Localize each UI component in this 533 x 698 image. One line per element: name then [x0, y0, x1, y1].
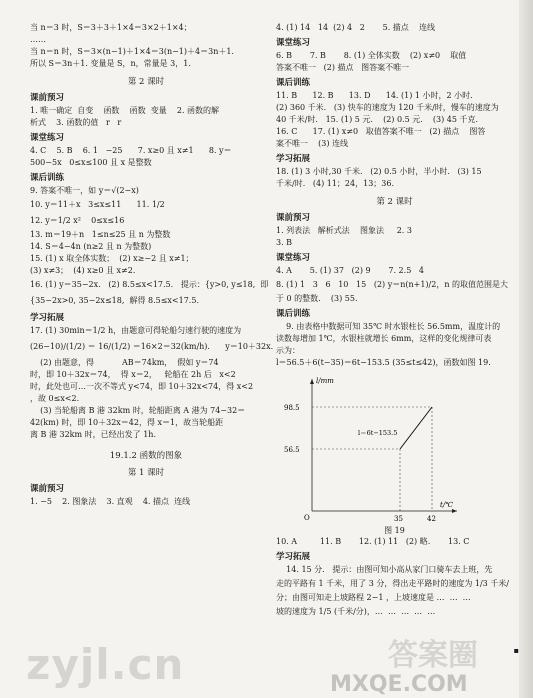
- text-line: 答案不唯一 (2) 描点 图答案不唯一: [276, 63, 410, 72]
- x-axis-label: t/℃: [440, 501, 454, 509]
- y-axis-arrow: [310, 379, 314, 384]
- right-column: [276, 22, 513, 620]
- text-line: 读数每增加 1℃，水银柱就增长 6mm，这样的变化规律可表: [276, 334, 492, 343]
- text-line: 6. B 7. B 8. (1) 全体实数 (2) x≠0 取值: [276, 51, 467, 60]
- section-heading: 课前预习: [276, 213, 311, 223]
- text-line: 4. (1) 14 14 (2) 4 2 5. 描点 连线: [276, 23, 435, 32]
- section-heading: 课前预习: [30, 93, 65, 103]
- lesson-title: 第 2 课时: [376, 197, 413, 207]
- section-heading: 课后训练: [276, 309, 311, 319]
- section-heading: 课后训练: [276, 78, 311, 88]
- watermark-answer-circle: 答案圈: [388, 638, 478, 673]
- text-line: 12. y＝1/2 x² 0≤x≤16: [30, 216, 125, 225]
- text-line: 当 n＝n 时，S＝3×(n−1)＋1×4＝3(n−1)＋4＝3n＋1.: [30, 47, 234, 56]
- text-line: 8. (1) 1 3 6 10 15 (2) y＝n(n+1)/2，n 的取值范围是大: [276, 280, 509, 289]
- text-line: 3. B: [276, 238, 293, 247]
- text-line: (2) 360 千米. (3) 快车的速度为 120 千米/时，慢车的速度为: [276, 103, 499, 112]
- text-line: 16. (1) y＝35−2x. (2) 8.5≤x<17.5. 提示：{y>0, y≤18, 即: [30, 280, 269, 289]
- text-line: 9. 由表格中数据可知 35℃ 时水银柱长 56.5mm，温度计的: [276, 322, 501, 331]
- text-line: 14. S＝4−4n (n≥2 且 n 为整数): [30, 242, 152, 251]
- text-line: (2) 由题意，得 AB＝74km， 假如 y＝74: [30, 358, 219, 367]
- section-heading: 课堂练习: [276, 253, 311, 263]
- x-tick-35: 35: [394, 515, 403, 523]
- temperature-graph: [282, 373, 462, 523]
- text-line: 500−5x 0≤x≤100 且 x 是整数: [30, 158, 152, 167]
- text-line: 离 B 港 32km 时，已经出发了 1h.: [30, 430, 156, 439]
- text-line: 分；由图可知走上坡路程 2−1 ，上坡速度是 … … …: [276, 593, 471, 602]
- text-line: 9. 答案不唯一，如 y＝√(2−x): [30, 186, 139, 195]
- section-heading: 课前预习: [30, 484, 65, 494]
- watermark-mxqe: MXQE.COM: [330, 672, 468, 697]
- text-line: 时，即 10＋32x＝74， 得 x＝2， 轮船在 2h 后 x<2: [30, 370, 236, 379]
- section-heading: 学习拓展: [276, 154, 311, 164]
- text-line: ……: [30, 35, 46, 44]
- text-line: 示为：: [276, 346, 300, 355]
- text-line: 4. C 5. B 6. 1 −25 7. x≥0 且 x≠1 8. y＝: [30, 146, 232, 155]
- text-line: 当 n＝3 时，S＝3＋3＋1×4＝3×2＋1×4；: [30, 23, 192, 32]
- figure-caption: 图 19: [384, 526, 405, 535]
- watermark-zyjl: zyjl.cn: [26, 640, 185, 689]
- x-axis-arrow: [452, 509, 457, 513]
- text-line: 1. 唯一确定 自变 函数 函数 变量 2. 函数的解: [30, 106, 220, 115]
- text-line: 11. B 12. B 13. D 14. (1) 1 小时，2 小时.: [276, 91, 473, 100]
- section-heading: 课堂练习: [276, 38, 311, 48]
- left-column: [30, 22, 274, 508]
- function-line: [400, 407, 432, 449]
- text-line: 坡的速度为 1/5 (千米/分)，… … … … …: [276, 607, 436, 616]
- text-line: 17. (1) 30min＝1/2 h，由题意可得轮船匀速行驶的速度为: [30, 326, 242, 335]
- section-title: 19.1.2 函数的图象: [109, 451, 183, 461]
- text-line: 16. C 17. (1) x≠0 取值答案不唯一 (2) 描点 图答: [276, 127, 486, 136]
- lesson-title: 第 2 课时: [127, 77, 165, 87]
- section-heading: 课后训练: [30, 173, 65, 183]
- text-line: 案不唯一 (3) 连线: [276, 139, 349, 148]
- section-heading: 学习拓展: [30, 313, 65, 323]
- text-line: 4. A 5. (1) 37 (2) 9 7. 2.5 4: [276, 266, 424, 275]
- graph-svg: [282, 373, 462, 523]
- text-line: 18. (1) 3 小时,30 千米. (2) 0.5 小时，半小时. (3) 15: [276, 167, 482, 176]
- y-tick-low: 56.5: [284, 446, 300, 454]
- text-line: 14. 15 分. 提示：由图可知小高从家门口骑车去上班，先: [276, 565, 493, 574]
- text-line: {35−2x>0, 35−2x≤18, 解得 8.5≤x<17.5.: [30, 296, 199, 305]
- text-line: 15. (1) x 取全体实数； (2) x≥−2 且 x≠1；: [30, 254, 194, 263]
- lesson-title: 第 1 课时: [127, 468, 165, 478]
- text-line: 1. −5 2. 图象法 3. 直观 4. 描点 连线: [30, 497, 191, 506]
- text-line: 1. 列表法 解析式法 图象法 2. 3: [276, 226, 412, 235]
- text-line: (3) 当轮船离 B 港 32km 时，轮船距离 A 港为 74−32＝: [30, 406, 246, 415]
- text-line: 10. A 11. B 12. (1) 11 (2) 略. 13. C: [276, 537, 470, 546]
- text-line: 所以 S＝3n＋1. 变量是 S，n，常量是 3，1.: [30, 59, 191, 68]
- text-line: 于 0 的整数. (3) 55.: [276, 294, 358, 303]
- text-line: 千米/时. (4) 11；24，13；36.: [276, 179, 395, 188]
- text-line: 10. y＝11＋x 3≤x≤11 11. 1/2: [30, 200, 165, 209]
- text-line: l＝56.5＋6(t−35)＝6t−153.5 (35≤t≤42)，函数如图 19.: [276, 358, 491, 367]
- line-label: l＝6t−153.5: [358, 429, 398, 437]
- x-tick-42: 42: [427, 515, 436, 523]
- page-edge: [519, 0, 533, 698]
- y-axis-label: l/mm: [316, 377, 334, 385]
- text-line: 析式 3. 函数的值 r r: [30, 118, 122, 127]
- page-marker: ▪: [513, 645, 519, 655]
- text-line: 时，此处也可…一次不等式 y<74，即 10＋32x<74，得 x<2: [30, 382, 254, 391]
- section-heading: 课堂练习: [30, 133, 65, 143]
- text-line: (26−10)/(1/2) ＝ 16/(1/2) ＝16×2＝32(km/h). y＝10＋32x.: [30, 342, 274, 351]
- text-line: 13. m＝19＋n 1≤n≤25 且 n 为整数: [30, 230, 171, 239]
- text-line: 42(km) 时，即 10＋32x＝42，得 x＝1，故当轮船距: [30, 418, 224, 427]
- section-heading: 学习拓展: [276, 552, 311, 562]
- text-line: 40 千米/时. 15. (1) 5 元. (2) 0.5 元. (3) 45 千克.: [276, 115, 479, 124]
- y-tick-high: 98.5: [284, 404, 300, 412]
- text-line: 走的平路有 1 千米，用了 3 分，得出走平路时的速度为 1/3 千米/: [276, 579, 510, 588]
- text-line: (3) x≠3； (4) x≥0 且 x≠2.: [30, 266, 136, 275]
- origin-label: O: [304, 514, 310, 522]
- text-line: ，故 0≤x<2.: [30, 394, 80, 403]
